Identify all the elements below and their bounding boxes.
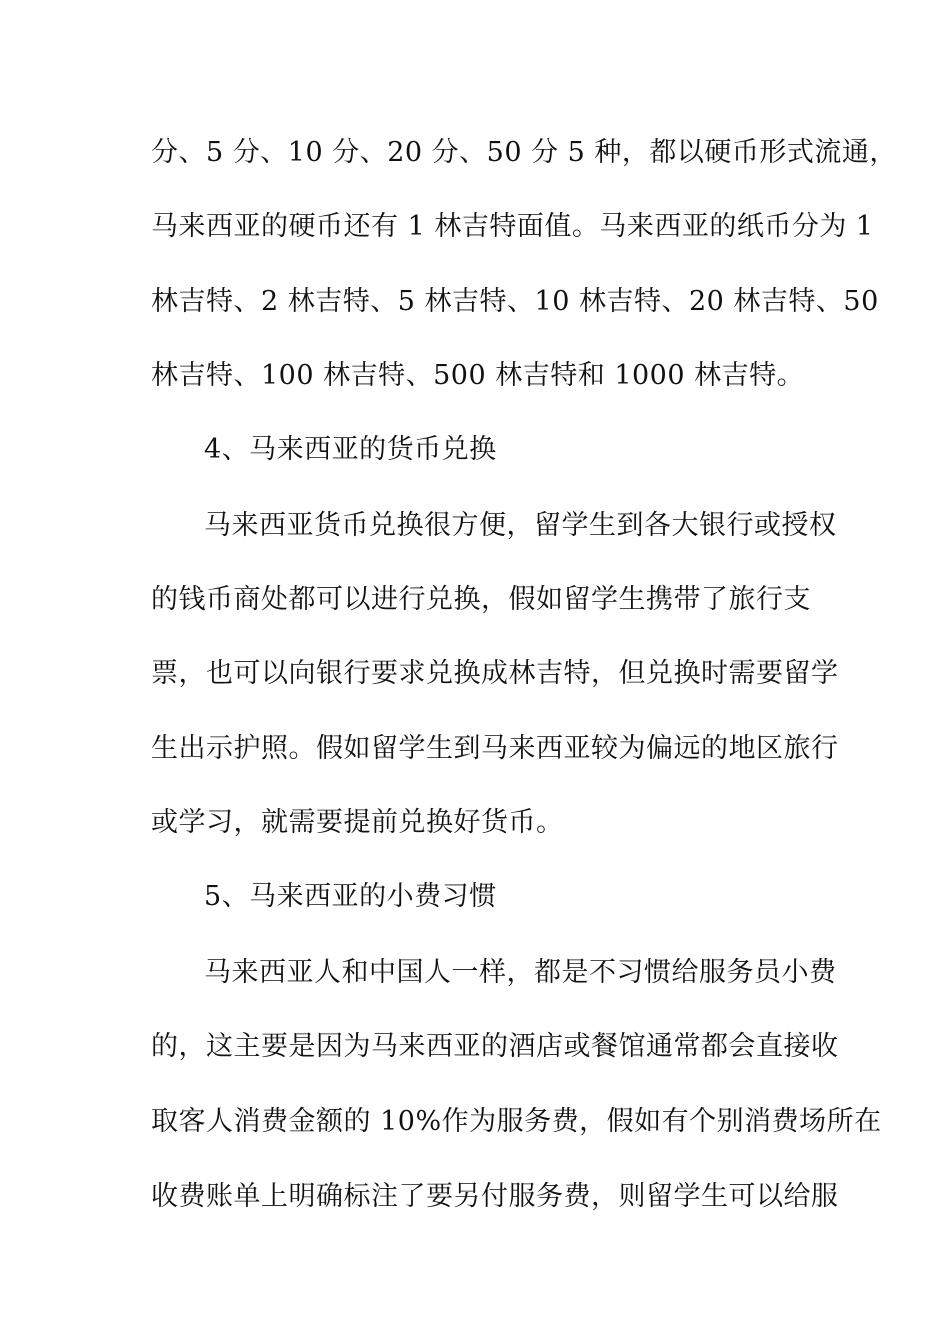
section-heading: 4、马来西亚的货币兑换: [204, 434, 497, 465]
paragraph-line: 分、5 分、10 分、20 分、50 分 5 种，都以硬币形式流通，: [151, 137, 897, 168]
paragraph-line: 马来西亚人和中国人一样，都是不习惯给服务员小费: [204, 957, 837, 988]
paragraph-line: 票，也可以向银行要求兑换成林吉特，但兑换时需要留学: [151, 658, 839, 689]
section-heading: 5、马来西亚的小费习惯: [204, 881, 497, 912]
paragraph-line: 的，这主要是因为马来西亚的酒店或餐馆通常都会直接收: [151, 1031, 839, 1062]
paragraph-line: 或学习，就需要提前兑换好货币。: [151, 807, 564, 838]
paragraph-line: 林吉特、100 林吉特、500 林吉特和 1000 林吉特。: [151, 360, 805, 391]
paragraph-line: 的钱币商处都可以进行兑换，假如留学生携带了旅行支: [151, 584, 811, 615]
paragraph-line: 取客人消费金额的 10%作为服务费，假如有个别消费场所在: [151, 1106, 882, 1137]
paragraph-line: 林吉特、2 林吉特、5 林吉特、10 林吉特、20 林吉特、50: [151, 286, 879, 317]
paragraph-line: 生出示护照。假如留学生到马来西亚较为偏远的地区旅行: [151, 733, 839, 764]
paragraph-line: 马来西亚货币兑换很方便，留学生到各大银行或授权: [204, 510, 837, 541]
paragraph-line: 马来西亚的硬币还有 1 林吉特面值。马来西亚的纸币分为 1: [151, 211, 874, 242]
paragraph-line: 收费账单上明确标注了要另付服务费，则留学生可以给服: [151, 1181, 839, 1212]
